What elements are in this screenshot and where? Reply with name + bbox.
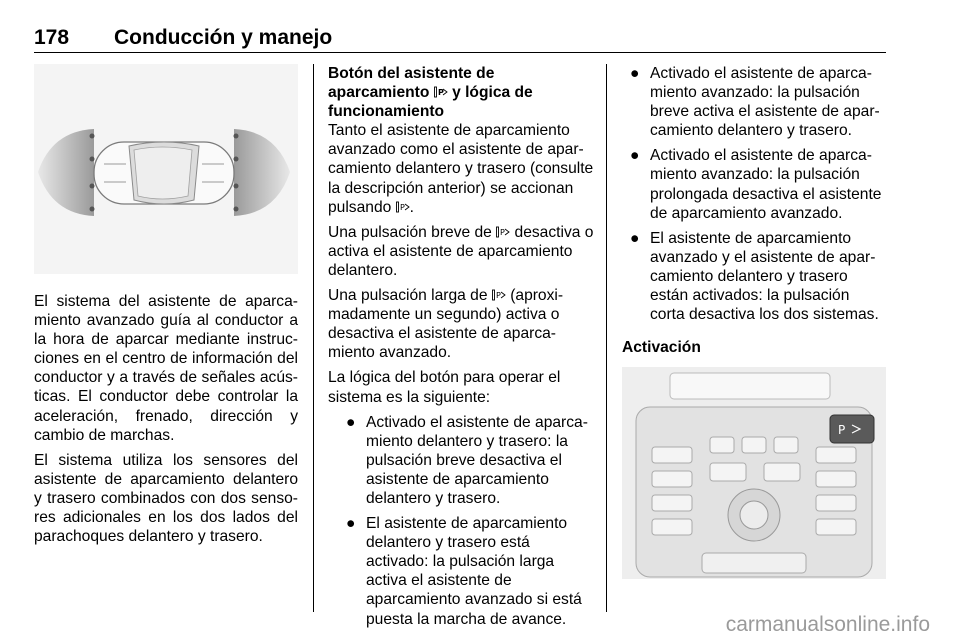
list-item: ● El asistente de aparcamiento avanzado y el asistente de aparcamiento delantero y trasero están activados: la pulsación corta desactiva los dos sistemas.: [630, 229, 879, 324]
list-item: ● El asistente de aparcamiento delantero y trasero está activado: la pulsación larga activa el asistente de aparcamiento avanzado si está puesta la marcha de avance.: [346, 515, 582, 628]
col2-paragraph-1: Tanto el asistente de aparcamiento avanzado como el asistente de aparcamiento delantero y trasero (consulte la descripción anterior) se accionan pulsando P .: [328, 122, 594, 216]
col1-paragraph-2: El sistema utiliza los sensores del asistente de aparcamiento delantero y trasero combinados con dos sensores adicionales en los dos lados del parachoques delantero y trasero.: [34, 451, 298, 546]
list-item: ● Activado el asistente de aparcamiento delantero y trasero: la pulsación breve desactiva el asistente de aparcamiento delantero y trasero.: [346, 413, 588, 507]
parking-assist-icon: [496, 226, 510, 238]
car-top-view-figure: [34, 64, 298, 274]
column-divider-2: [606, 64, 607, 612]
svg-text:P: P: [399, 202, 405, 212]
column-1: [34, 64, 298, 552]
activation-heading: Activación: [622, 339, 701, 357]
page-number: 178: [34, 26, 70, 49]
chapter-title: Conducción y manejo: [114, 26, 333, 49]
list-item: ● Activado el asistente de aparcamiento avanzado: la pulsación prolongada desactiva el asistente de aparcamiento avanzado.: [630, 147, 882, 222]
col3-bullet-list: [622, 64, 888, 324]
svg-text:P: P: [437, 88, 444, 98]
column-2: [328, 64, 594, 635]
list-item: ● Activado el asistente de aparcamiento avanzado: la pulsación breve activa el asistente de aparcamiento delantero y trasero.: [630, 65, 880, 140]
column-divider-1: [313, 64, 314, 612]
parking-assist-icon: [396, 201, 410, 213]
col2-bullet-list: [328, 413, 594, 629]
col2-paragraph-4: La lógica del botón para operar el sistema es la siguiente:: [328, 369, 561, 406]
console-panel-image: [622, 367, 886, 579]
console-panel-svg: [622, 367, 886, 579]
page-header: [34, 24, 886, 53]
svg-text:P: P: [500, 227, 506, 237]
parking-assist-icon: [492, 289, 506, 301]
svg-text:P: P: [838, 423, 846, 438]
svg-text:P: P: [495, 291, 501, 301]
column-3: [622, 64, 888, 579]
col1-paragraph-1: El sistema del asistente de aparcamiento avanzado guía al conductor a la hora de aparcar mediante instrucciones en el centro de información del conductor y a través de señales acústicas. El conductor debe controlar la aceleración, frenado, dirección y cambio de marchas.: [34, 293, 298, 444]
section-heading: Botón del asistente de aparcamiento P y lógica de funcionamiento: [328, 65, 533, 121]
col2-paragraph-2: Una pulsación breve de P desactiva o activa el asistente de aparcamiento delantero.: [328, 223, 594, 279]
car-top-view-icon: [34, 64, 298, 274]
parking-assist-icon: [434, 86, 448, 98]
col2-paragraph-3: Una pulsación larga de P (aproximadamente un segundo) activa o desactiva el asistente de aparcamiento avanzado.: [328, 287, 564, 362]
watermark: carmanualsonline.info: [725, 613, 930, 636]
